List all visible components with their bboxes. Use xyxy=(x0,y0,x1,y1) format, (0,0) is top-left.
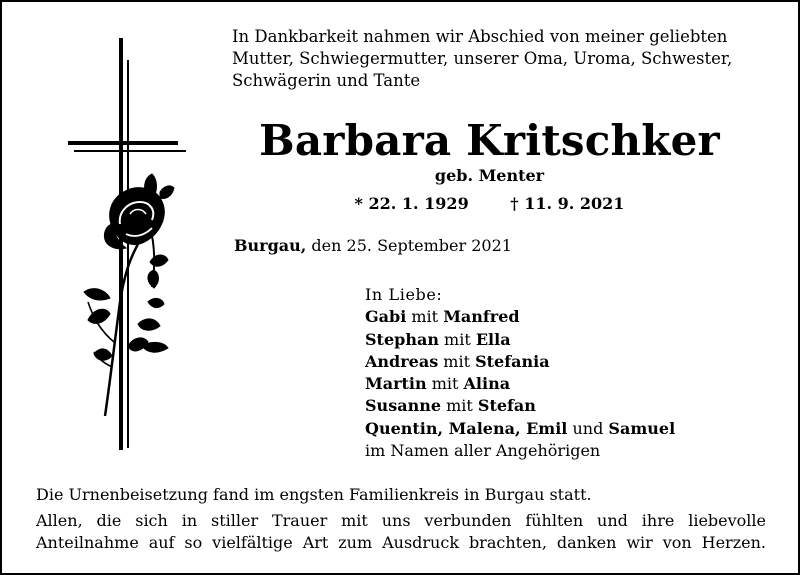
mourner-name: Alina xyxy=(463,374,511,394)
burial-notice: Die Urnenbeisetzung fand im engsten Familienkreis in Burgau statt. xyxy=(36,485,592,504)
list-item xyxy=(365,373,675,395)
mourner-name: Andreas xyxy=(365,351,439,371)
list-item xyxy=(365,418,675,440)
mourner-connector: und xyxy=(567,418,609,438)
list-item xyxy=(365,329,675,351)
cross-icon xyxy=(68,38,186,450)
mourner-name: Ella xyxy=(475,329,511,349)
mourner-name: Stefan xyxy=(477,396,536,416)
mourner-name: Quentin, Malena, Emil xyxy=(365,418,568,438)
birth-date: * 22. 1. 1929 xyxy=(354,194,469,213)
mourner-name: Samuel xyxy=(608,418,676,438)
mourners-list xyxy=(365,284,675,462)
intro-line: Mutter, Schwiegermutter, unserer Oma, Uroma, Schwester, xyxy=(232,49,733,68)
mourner-name: Susanne xyxy=(365,396,442,416)
thanks-text xyxy=(36,510,766,554)
life-dates xyxy=(232,193,747,215)
intro-line: In Dankbarkeit nahmen wir Abschied von meiner geliebten xyxy=(232,27,728,46)
place-and-date xyxy=(234,235,512,257)
deceased-name: Barbara Kritschker xyxy=(259,116,720,165)
maiden-name: geb. Menter xyxy=(434,166,545,185)
mourner-name: Manfred xyxy=(443,307,520,327)
mourners-heading: In Liebe: xyxy=(365,285,443,304)
mourner-name: Martin xyxy=(365,374,427,394)
mourner-connector: mit xyxy=(438,351,476,371)
mourner-connector: mit xyxy=(426,374,464,394)
mourners-closing: im Namen aller Angehörigen xyxy=(365,441,601,461)
thanks-line: Allen, die sich in stiller Trauer mit uns verbunden fühlten und ihre liebevolle xyxy=(36,511,766,530)
place-name: Burgau, xyxy=(234,236,307,255)
thanks-line: Anteilnahme auf so vielfältige Art zum Ausdruck brachten, danken wir von Herzen. xyxy=(36,533,766,552)
cross-with-rose-icon xyxy=(2,2,232,472)
mourner-connector: mit xyxy=(441,396,478,416)
notice-date: den 25. September 2021 xyxy=(306,236,512,255)
mourner-name: Gabi xyxy=(365,307,407,327)
mourner-name: Stefania xyxy=(475,351,550,371)
list-item xyxy=(365,306,675,328)
mourner-connector: mit xyxy=(438,329,476,349)
death-date: † 11. 9. 2021 xyxy=(510,194,625,213)
list-item xyxy=(365,395,675,417)
intro-text xyxy=(232,26,792,92)
intro-line: Schwägerin und Tante xyxy=(232,71,421,90)
mourner-name: Stephan xyxy=(365,329,439,349)
list-item xyxy=(365,351,675,373)
mourner-connector: mit xyxy=(406,307,444,327)
